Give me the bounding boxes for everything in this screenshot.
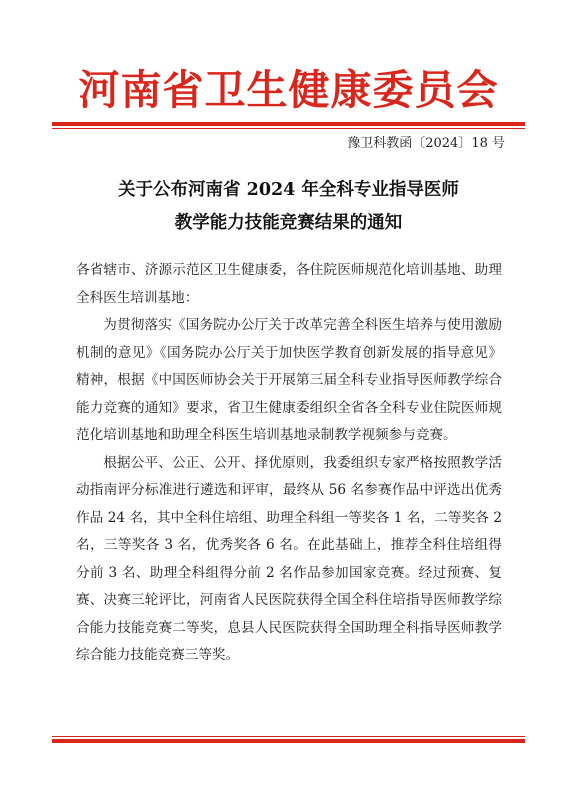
salutation: 各省辖市、济源示范区卫生健康委，各住院医师规范化培训基地、助理全科医生培训基地： xyxy=(76,262,502,306)
masthead-rule-thick xyxy=(52,122,525,126)
document-title-line-1: 关于公布河南省 2024 年全科专业指导医师 xyxy=(118,180,459,200)
document-body xyxy=(76,257,502,670)
footer-rule-thick xyxy=(52,739,525,743)
footer-rule-thin xyxy=(52,736,525,737)
masthead-rule-thin xyxy=(52,128,525,129)
document-title-line-2: 教学能力技能竞赛结果的通知 xyxy=(174,213,403,233)
document-number: 豫卫科教函〔2024〕18 号 xyxy=(347,136,505,151)
body-paragraph-1: 为贯彻落实《国务院办公厅关于改革完善全科医生培养与使用激励机制的意见》《国务院办公厅关于加快医学教育创新发展的指导意见》精神，根据《中国医师协会关于开展第三届全科专业指导医师教学综合能力竞赛的通知》要求，省卫生健康委组织全省各全科专业住院医师规范化培训基地和助理全科医生培训基地录制教学视频参与竞赛。 xyxy=(76,317,502,443)
masthead-org-name: 河南省卫生健康委员会 xyxy=(78,66,499,114)
body-paragraph-2: 根据公平、公正、公开、择优原则，我委组织专家严格按照教学活动指南评分标准进行遴选和评审，最终从 56 名参赛作品中评选出优秀作品 24 名，其中全科住培组、助理全科组一等奖各 1 名，二等奖各 2 名，三等奖各 3 名，优秀奖各 6 名。在此基础上，推荐全科住培组得分前 3 名、助理全科组得分前 2 名作品参加国家竞赛。经过预赛、复赛、决赛三轮评比，河南省人民医院获得全国全科住培指导医师教学综合能力技能竞赛二等奖，息县人民医院获得全国助理全科指导医师教学综合能力技能竞赛三等奖。 xyxy=(76,454,502,663)
